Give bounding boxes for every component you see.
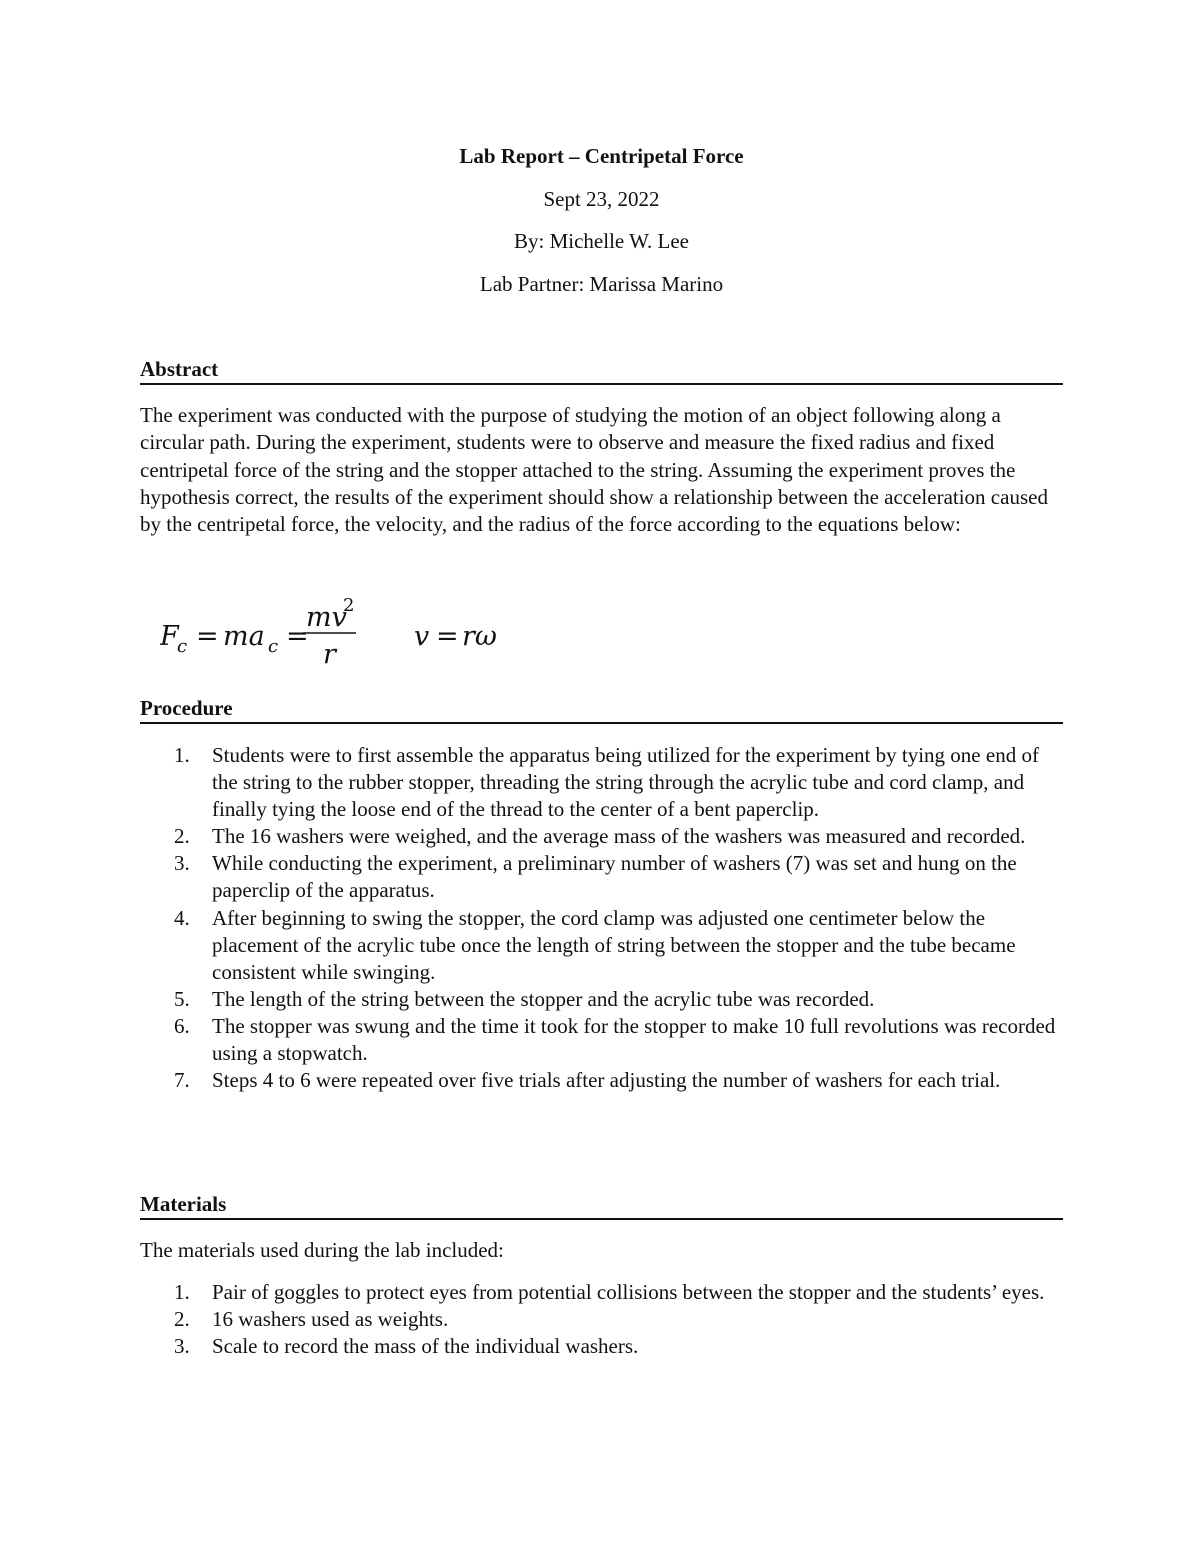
item-number: 1.	[174, 1280, 190, 1304]
report-title: Lab Report – Centripetal Force	[459, 144, 744, 168]
svg-text:F: F	[160, 621, 179, 652]
item-number: 2.	[174, 1307, 190, 1332]
procedure-step	[140, 742, 1063, 823]
procedure-step	[140, 823, 1063, 850]
svg-text:rω: rω	[462, 621, 497, 652]
materials-item	[140, 1279, 1063, 1306]
materials-item	[140, 1306, 1063, 1333]
step-text: The stopper was swung and the time it took for the stopper to make 10 full revolutions was recorded using a stopwatch.	[212, 1013, 1056, 1066]
svg-text:=: =	[196, 621, 219, 652]
svg-text:r: r	[323, 639, 336, 670]
report-lab-partner: Lab Partner: Marissa Marino	[479, 271, 724, 296]
svg-text:ma: ma	[223, 621, 265, 652]
procedure-heading: Procedure	[140, 695, 1063, 724]
item-text: 16 washers used as weights.	[212, 1307, 449, 1332]
step-number: 7.	[174, 1068, 190, 1093]
abstract-heading: Abstract	[140, 356, 1063, 385]
procedure-step	[140, 905, 1063, 986]
procedure-list	[140, 742, 1063, 1094]
item-text: Scale to record the mass of the individual washers.	[212, 1334, 639, 1359]
step-number: 3.	[174, 851, 190, 876]
materials-heading: Materials	[140, 1191, 1063, 1220]
step-text: The length of the string between the stopper and the acrylic tube was recorded.	[212, 986, 875, 1011]
equations	[160, 590, 680, 670]
step-number: 5.	[174, 986, 190, 1011]
step-number: 6.	[174, 1013, 190, 1038]
centripetal-force-equation	[160, 595, 356, 670]
item-text: Pair of goggles to protect eyes from potential collisions between the stopper and the students’ eyes.	[212, 1280, 1045, 1304]
velocity-equation	[414, 621, 497, 652]
svg-text:2: 2	[343, 595, 355, 616]
svg-text:c: c	[268, 636, 279, 657]
step-text: Students were to first assemble the apparatus being utilized for the experiment by tying one end of the string to the rubber stopper, threading the string through the acrylic tube and cord clamp, and finally tying the loose end of the thread to the center of a bent paperclip.	[212, 743, 1039, 822]
step-number: 2.	[174, 824, 190, 849]
item-number: 3.	[174, 1334, 190, 1359]
procedure-step	[140, 986, 1063, 1013]
step-number: 4.	[174, 905, 190, 930]
svg-text:=: =	[436, 621, 459, 652]
svg-text:mv: mv	[306, 602, 347, 633]
procedure-step	[140, 850, 1063, 904]
title-block	[140, 140, 1063, 310]
step-text: The 16 washers were weighed, and the average mass of the washers was measured and recorded.	[212, 824, 1026, 849]
report-date: Sept 23, 2022	[543, 186, 660, 211]
step-text: While conducting the experiment, a preliminary number of washers (7) was set and hung on the paperclip of the apparatus.	[212, 851, 1017, 903]
materials-intro: The materials used during the lab included:	[140, 1238, 504, 1262]
svg-text:c: c	[177, 636, 188, 657]
materials-list	[140, 1279, 1063, 1360]
step-number: 1.	[174, 743, 190, 767]
step-text: After beginning to swing the stopper, the cord clamp was adjusted one centimeter below the placement of the acrylic tube once the length of string between the stopper and the tube became consistent while swinging.	[212, 905, 1016, 984]
procedure-step	[140, 1067, 1063, 1094]
abstract-paragraph: The experiment was conducted with the purpose of studying the motion of an object following along a circular path. During the experiment, students were to observe and measure the fixed radius and fixed centripetal force of the string and the stopper attached to the string. Assuming the experiment proves the hypothesis correct, the results of the experiment should show a relationship between the acceleration caused by the centripetal force, the velocity, and the radius of the force according to the equations below:	[140, 403, 1048, 537]
svg-text:=: =	[286, 621, 309, 652]
step-text: Steps 4 to 6 were repeated over five trials after adjusting the number of washers for each trial.	[212, 1068, 1001, 1093]
report-author: By: Michelle W. Lee	[514, 229, 689, 253]
svg-text:v: v	[414, 621, 430, 652]
materials-item	[140, 1333, 1063, 1360]
procedure-step	[140, 1013, 1063, 1067]
